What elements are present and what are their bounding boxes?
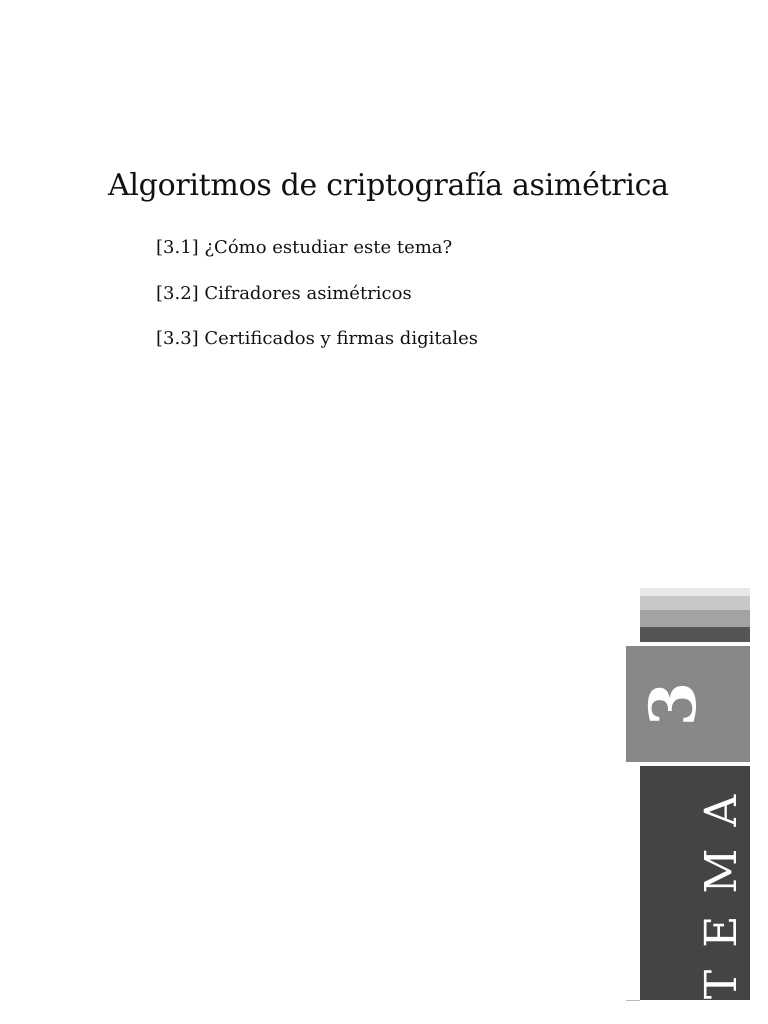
tab-base-line xyxy=(626,1000,640,1001)
toc-item-3-1: [3.1] ¿Cómo estudiar este tema? xyxy=(156,237,453,258)
chapter-number: 3 xyxy=(636,681,711,727)
chapter-title: Algoritmos de criptografía asimétrica xyxy=(108,168,669,203)
tab-band-medium xyxy=(640,610,750,627)
tab-band-dark xyxy=(640,627,750,642)
chapter-word: TEMA xyxy=(696,772,747,1000)
toc-item-3-3: [3.3] Certificados y firmas digitales xyxy=(156,328,478,349)
tab-band-lightest xyxy=(640,588,750,596)
tab-band-light xyxy=(640,596,750,610)
table-of-contents xyxy=(156,236,478,373)
toc-item-3-2: [3.2] Cifradores asimétricos xyxy=(156,282,412,304)
